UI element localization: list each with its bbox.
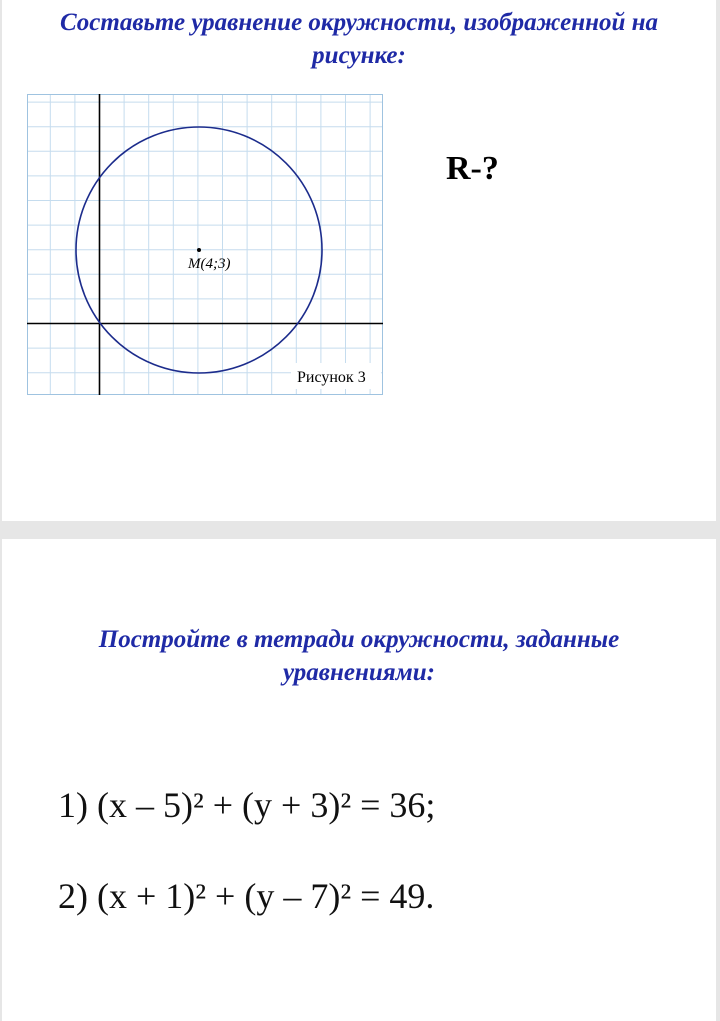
task-1-heading (2, 6, 716, 72)
grid-lines (27, 94, 383, 395)
equation-1: 1) (x – 5)² + (y + 3)² = 36; (58, 785, 436, 825)
radius-question: R-? (446, 150, 499, 187)
task-1-heading-line-2: рисунке: (312, 42, 406, 69)
circle-figure-svg (27, 94, 383, 395)
center-point (197, 248, 201, 252)
task-2-heading-line-1: Постройте в тетради окружности, заданные (98, 626, 620, 653)
task-1-heading-line-1: Составьте уравнение окружности, изображенной на (59, 9, 659, 36)
figure-border (28, 95, 383, 395)
equation-2: 2) (x + 1)² + (y – 7)² = 49. (58, 876, 435, 916)
slide-task-2 (2, 539, 716, 1021)
figure-caption: Рисунок 3 (297, 369, 366, 386)
slide-task-1 (2, 0, 716, 521)
task-2-heading (2, 623, 716, 689)
center-label: M(4;3) (188, 256, 231, 272)
task-2-heading-line-2: уравнениями: (283, 659, 435, 686)
circle-figure (27, 94, 383, 395)
